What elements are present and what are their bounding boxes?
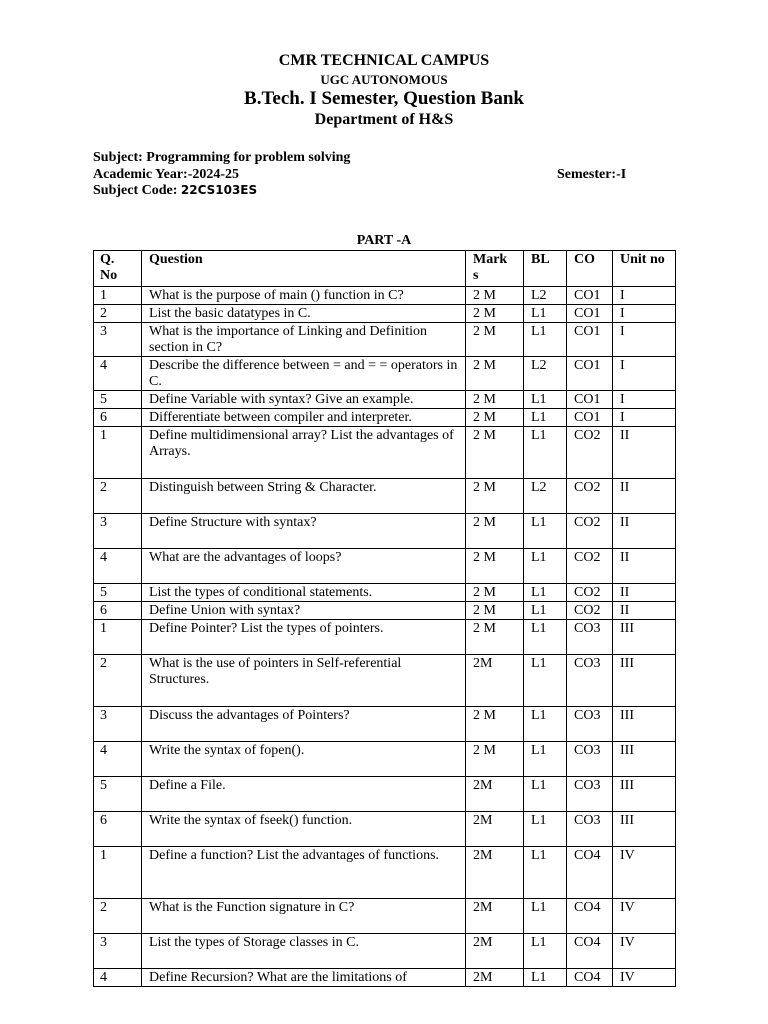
q-co: CO1 (567, 391, 613, 409)
q-text: What is the use of pointers in Self-referential Structures. (142, 655, 466, 707)
table-row (94, 479, 676, 514)
q-bl: L1 (524, 969, 567, 987)
table-row (94, 934, 676, 969)
column-header-question: Question (142, 251, 466, 287)
q-bl: L1 (524, 620, 567, 655)
table-row (94, 549, 676, 584)
q-co: CO2 (567, 479, 613, 514)
table-row (94, 847, 676, 899)
q-bl: L1 (524, 391, 567, 409)
q-bl: L1 (524, 409, 567, 427)
q-marks: 2 M (466, 409, 524, 427)
q-text: Define a File. (142, 777, 466, 812)
q-co: CO2 (567, 602, 613, 620)
table-row (94, 357, 676, 391)
q-unit: III (613, 777, 676, 812)
q-unit: I (613, 287, 676, 305)
institution-name: CMR TECHNICAL CAMPUS (278, 52, 490, 69)
table-row (94, 391, 676, 409)
q-text: Define Recursion? What are the limitations of (142, 969, 466, 987)
q-text: List the basic datatypes in C. (142, 305, 466, 323)
q-text: What are the advantages of loops? (142, 549, 466, 584)
q-marks: 2M (466, 777, 524, 812)
q-co: CO3 (567, 620, 613, 655)
department-name: Department of H&S (314, 111, 454, 128)
q-no: 3 (94, 323, 142, 357)
table-row (94, 969, 676, 987)
q-marks: 2 M (466, 602, 524, 620)
q-bl: L1 (524, 584, 567, 602)
q-no: 4 (94, 742, 142, 777)
q-bl: L1 (524, 742, 567, 777)
q-marks: 2M (466, 812, 524, 847)
q-bl: L1 (524, 602, 567, 620)
q-bl: L1 (524, 305, 567, 323)
subject-code: 22CS103ES (180, 183, 258, 197)
q-co: CO3 (567, 742, 613, 777)
q-co: CO4 (567, 847, 613, 899)
q-no: 2 (94, 305, 142, 323)
q-text: Define Structure with syntax? (142, 514, 466, 549)
q-unit: IV (613, 899, 676, 934)
q-no: 4 (94, 969, 142, 987)
q-no: 1 (94, 287, 142, 305)
q-bl: L1 (524, 812, 567, 847)
q-bl: L1 (524, 899, 567, 934)
q-no: 1 (94, 847, 142, 899)
q-no: 5 (94, 777, 142, 812)
q-marks: 2M (466, 899, 524, 934)
q-unit: II (613, 479, 676, 514)
q-co: CO1 (567, 305, 613, 323)
academic-year: Academic Year:-2024-25 (93, 167, 240, 182)
q-unit: I (613, 391, 676, 409)
q-unit: II (613, 584, 676, 602)
q-no: 4 (94, 357, 142, 391)
q-text: What is the importance of Linking and Definition section in C? (142, 323, 466, 357)
q-no: 5 (94, 391, 142, 409)
q-bl: L1 (524, 777, 567, 812)
q-no: 3 (94, 514, 142, 549)
semester: Semester:-I (557, 167, 627, 182)
q-marks: 2 M (466, 323, 524, 357)
q-marks: 2 M (466, 707, 524, 742)
column-header-unit: Unit no (613, 251, 676, 287)
table-row (94, 777, 676, 812)
q-co: CO3 (567, 707, 613, 742)
q-no: 3 (94, 707, 142, 742)
q-text: Define Variable with syntax? Give an example. (142, 391, 466, 409)
table-row (94, 812, 676, 847)
q-bl: L1 (524, 323, 567, 357)
subject-line: Subject: Programming for problem solving (93, 150, 351, 165)
q-unit: III (613, 707, 676, 742)
q-marks: 2 M (466, 584, 524, 602)
q-co: CO3 (567, 812, 613, 847)
q-co: CO2 (567, 427, 613, 479)
q-co: CO2 (567, 584, 613, 602)
q-no: 1 (94, 427, 142, 479)
q-bl: L2 (524, 357, 567, 391)
table-row (94, 899, 676, 934)
table-row (94, 514, 676, 549)
q-bl: L1 (524, 847, 567, 899)
q-bl: L1 (524, 655, 567, 707)
table-row (94, 655, 676, 707)
column-header-marks: Mark s (466, 251, 524, 287)
table-row (94, 742, 676, 777)
q-text: Differentiate between compiler and interpreter. (142, 409, 466, 427)
table-row (94, 707, 676, 742)
q-co: CO1 (567, 323, 613, 357)
q-marks: 2M (466, 655, 524, 707)
column-header-no: Q. No (94, 251, 142, 287)
q-no: 2 (94, 479, 142, 514)
table-row (94, 584, 676, 602)
q-bl: L2 (524, 479, 567, 514)
q-no: 6 (94, 409, 142, 427)
q-marks: 2 M (466, 620, 524, 655)
q-no: 5 (94, 584, 142, 602)
q-unit: I (613, 323, 676, 357)
q-bl: L1 (524, 514, 567, 549)
q-unit: IV (613, 934, 676, 969)
q-text: Discuss the advantages of Pointers? (142, 707, 466, 742)
q-marks: 2 M (466, 357, 524, 391)
q-no: 3 (94, 934, 142, 969)
q-co: CO2 (567, 549, 613, 584)
question-table (93, 250, 676, 987)
q-no: 4 (94, 549, 142, 584)
q-no: 6 (94, 812, 142, 847)
q-marks: 2 M (466, 742, 524, 777)
q-unit: III (613, 655, 676, 707)
q-marks: 2 M (466, 514, 524, 549)
table-row (94, 409, 676, 427)
table-row (94, 620, 676, 655)
q-marks: 2 M (466, 427, 524, 479)
q-text: Define a function? List the advantages of functions. (142, 847, 466, 899)
q-marks: 2 M (466, 305, 524, 323)
q-co: CO4 (567, 934, 613, 969)
q-text: What is the purpose of main () function in C? (142, 287, 466, 305)
q-co: CO1 (567, 409, 613, 427)
q-unit: III (613, 742, 676, 777)
q-no: 2 (94, 655, 142, 707)
q-bl: L2 (524, 287, 567, 305)
q-co: CO1 (567, 357, 613, 391)
table-row (94, 427, 676, 479)
q-marks: 2 M (466, 391, 524, 409)
q-unit: III (613, 620, 676, 655)
q-no: 6 (94, 602, 142, 620)
q-co: CO4 (567, 969, 613, 987)
q-bl: L1 (524, 549, 567, 584)
q-text: Distinguish between String & Character. (142, 479, 466, 514)
q-co: CO2 (567, 514, 613, 549)
q-marks: 2 M (466, 287, 524, 305)
q-bl: L1 (524, 934, 567, 969)
q-text: What is the Function signature in C? (142, 899, 466, 934)
q-marks: 2M (466, 934, 524, 969)
q-marks: 2M (466, 969, 524, 987)
q-unit: I (613, 357, 676, 391)
q-no: 1 (94, 620, 142, 655)
q-text: Write the syntax of fopen(). (142, 742, 466, 777)
table-row (94, 323, 676, 357)
q-unit: IV (613, 969, 676, 987)
q-unit: II (613, 427, 676, 479)
part-title: PART -A (356, 233, 412, 248)
q-text: Define multidimensional array? List the advantages of Arrays. (142, 427, 466, 479)
q-bl: L1 (524, 707, 567, 742)
header-row (94, 251, 676, 287)
q-unit: II (613, 602, 676, 620)
q-text: Define Union with syntax? (142, 602, 466, 620)
q-co: CO1 (567, 287, 613, 305)
q-co: CO3 (567, 777, 613, 812)
q-text: List the types of conditional statements. (142, 584, 466, 602)
q-text: Write the syntax of fseek() function. (142, 812, 466, 847)
q-unit: I (613, 409, 676, 427)
q-marks: 2 M (466, 479, 524, 514)
institution-status: UGC AUTONOMOUS (320, 72, 448, 87)
q-marks: 2 M (466, 549, 524, 584)
q-co: CO3 (567, 655, 613, 707)
q-marks: 2M (466, 847, 524, 899)
table-row (94, 305, 676, 323)
column-header-bl: BL (524, 251, 567, 287)
q-co: CO4 (567, 899, 613, 934)
column-header-co: CO (567, 251, 613, 287)
subject-code-label: Subject Code: (93, 183, 181, 198)
q-unit: I (613, 305, 676, 323)
q-text: Describe the difference between = and = = operators in C. (142, 357, 466, 391)
subject-code-line (93, 183, 257, 199)
document-title: B.Tech. I Semester, Question Bank (244, 88, 524, 109)
q-no: 2 (94, 899, 142, 934)
q-unit: II (613, 549, 676, 584)
table-row (94, 602, 676, 620)
q-text: Define Pointer? List the types of pointers. (142, 620, 466, 655)
q-bl: L1 (524, 427, 567, 479)
q-unit: III (613, 812, 676, 847)
q-unit: II (613, 514, 676, 549)
table-row (94, 287, 676, 305)
q-text: List the types of Storage classes in C. (142, 934, 466, 969)
q-unit: IV (613, 847, 676, 899)
